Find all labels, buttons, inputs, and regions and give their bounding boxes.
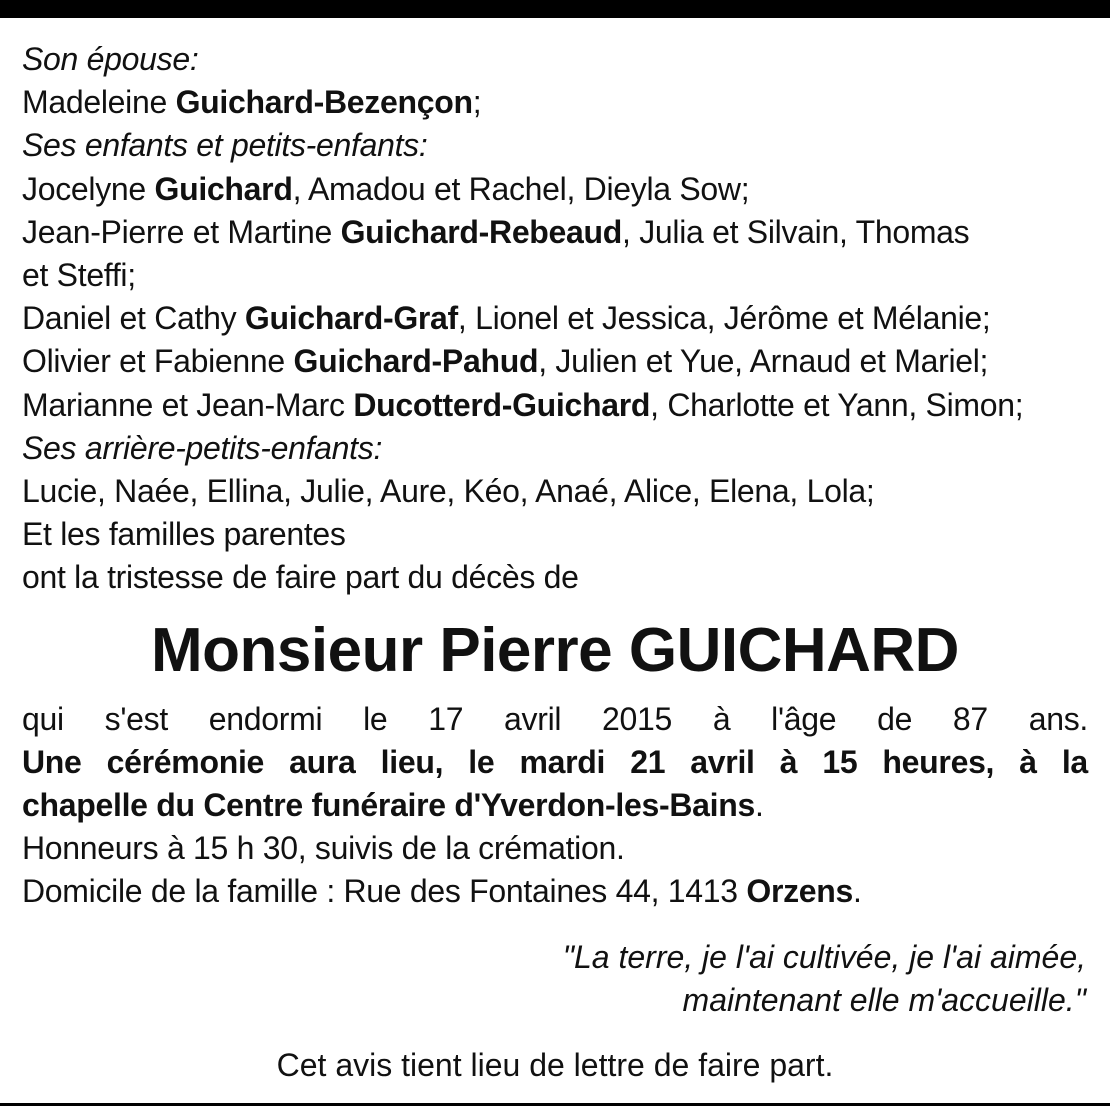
children-first-names: Jocelyne [22, 170, 146, 207]
top-border [0, 0, 1110, 18]
spouse-line-end: ; [472, 84, 482, 121]
word: 17 [428, 700, 464, 737]
grandchildren-names-continued: et Steffi; [22, 257, 136, 294]
domicile-line [22, 870, 1088, 913]
word: le [468, 743, 495, 780]
bottom-border [0, 1103, 1110, 1106]
great-grandchildren-heading: Ses arrière-petits-enfants: [22, 429, 383, 466]
word: 21 [630, 743, 666, 780]
grandchildren-names: , Charlotte et Yann, Simon; [650, 386, 1024, 423]
word: 87 [952, 700, 988, 737]
spouse-line [22, 81, 1088, 124]
domicile-town: Orzens [746, 873, 854, 910]
closing-note: Cet avis tient lieu de lettre de faire part. [276, 1047, 834, 1084]
families-line: Et les familles parentes [22, 516, 346, 553]
children-row [22, 340, 1088, 383]
honneurs-line: Honneurs à 15 h 30, suivis de la crémation. [22, 830, 625, 867]
children-row [22, 384, 1088, 427]
children-row [22, 211, 1088, 254]
word: aura [289, 743, 356, 780]
children-row [22, 254, 1088, 297]
spouse-heading: Son épouse: [22, 41, 199, 77]
word: heures, [882, 743, 995, 780]
ceremony-line [22, 741, 1088, 784]
word: le [363, 700, 388, 737]
punctuation: . [853, 873, 862, 910]
quote-line: "La terre, je l'ai cultivée, je l'ai aimée, [562, 938, 1086, 975]
word: lieu, [380, 743, 444, 780]
word: qui [22, 700, 64, 737]
word: cérémonie [106, 743, 265, 780]
children-last-name: Ducotterd-Guichard [353, 386, 651, 423]
word: 2015 [602, 700, 673, 737]
announcement-line: ont la tristesse de faire part du décès de [22, 559, 579, 596]
word: la [1061, 743, 1088, 780]
ceremony-place: chapelle du Centre funéraire d'Yverdon-les-Bains [22, 787, 755, 824]
children-first-names: Daniel et Cathy [22, 300, 237, 337]
word: Une [22, 743, 82, 780]
word: 15 [822, 743, 858, 780]
word: à [779, 743, 798, 780]
children-last-name: Guichard-Rebeaud [340, 213, 623, 250]
domicile-address: Domicile de la famille : Rue des Fontaines 44, 1413 [22, 873, 738, 910]
children-last-name: Guichard-Pahud [293, 343, 539, 380]
word: mardi [519, 743, 606, 780]
children-first-names: Olivier et Fabienne [22, 343, 285, 380]
word: endormi [208, 700, 323, 737]
quote-line: maintenant elle m'accueille." [682, 981, 1086, 1018]
obituary-notice [22, 38, 1088, 1087]
grandchildren-names: , Lionel et Jessica, Jérôme et Mélanie; [457, 300, 991, 337]
word: avril [690, 743, 755, 780]
great-grandchildren-names: Lucie, Naée, Ellina, Julie, Aure, Kéo, Anaé, Alice, Elena, Lola; [22, 473, 875, 510]
children-heading: Ses enfants et petits-enfants: [22, 127, 428, 164]
word: s'est [104, 700, 168, 737]
grandchildren-names: , Amadou et Rachel, Dieyla Sow; [292, 170, 750, 207]
word: de [877, 700, 913, 737]
children-row [22, 297, 1088, 340]
spouse-last-name: Guichard-Bezençon [175, 84, 473, 121]
word: ans. [1028, 700, 1088, 737]
spouse-first-name: Madeleine [22, 84, 167, 121]
children-first-names: Marianne et Jean-Marc [22, 386, 345, 423]
deceased-name: Monsieur Pierre GUICHARD [151, 615, 959, 685]
children-last-name: Guichard-Graf [244, 300, 458, 337]
word: à [1019, 743, 1037, 780]
epitaph-quote [22, 936, 1088, 1022]
ceremony-location [22, 784, 1088, 827]
word: l'âge [771, 700, 837, 737]
grandchildren-names: , Julia et Silvain, Thomas [622, 213, 970, 250]
punctuation: . [754, 787, 764, 824]
children-row [22, 168, 1088, 211]
grandchildren-names: , Julien et Yue, Arnaud et Mariel; [538, 343, 989, 380]
death-date-line [22, 698, 1088, 741]
children-last-name: Guichard [154, 170, 293, 207]
children-first-names: Jean-Pierre et Martine [22, 213, 332, 250]
word: à [712, 700, 731, 737]
word: avril [504, 700, 562, 737]
